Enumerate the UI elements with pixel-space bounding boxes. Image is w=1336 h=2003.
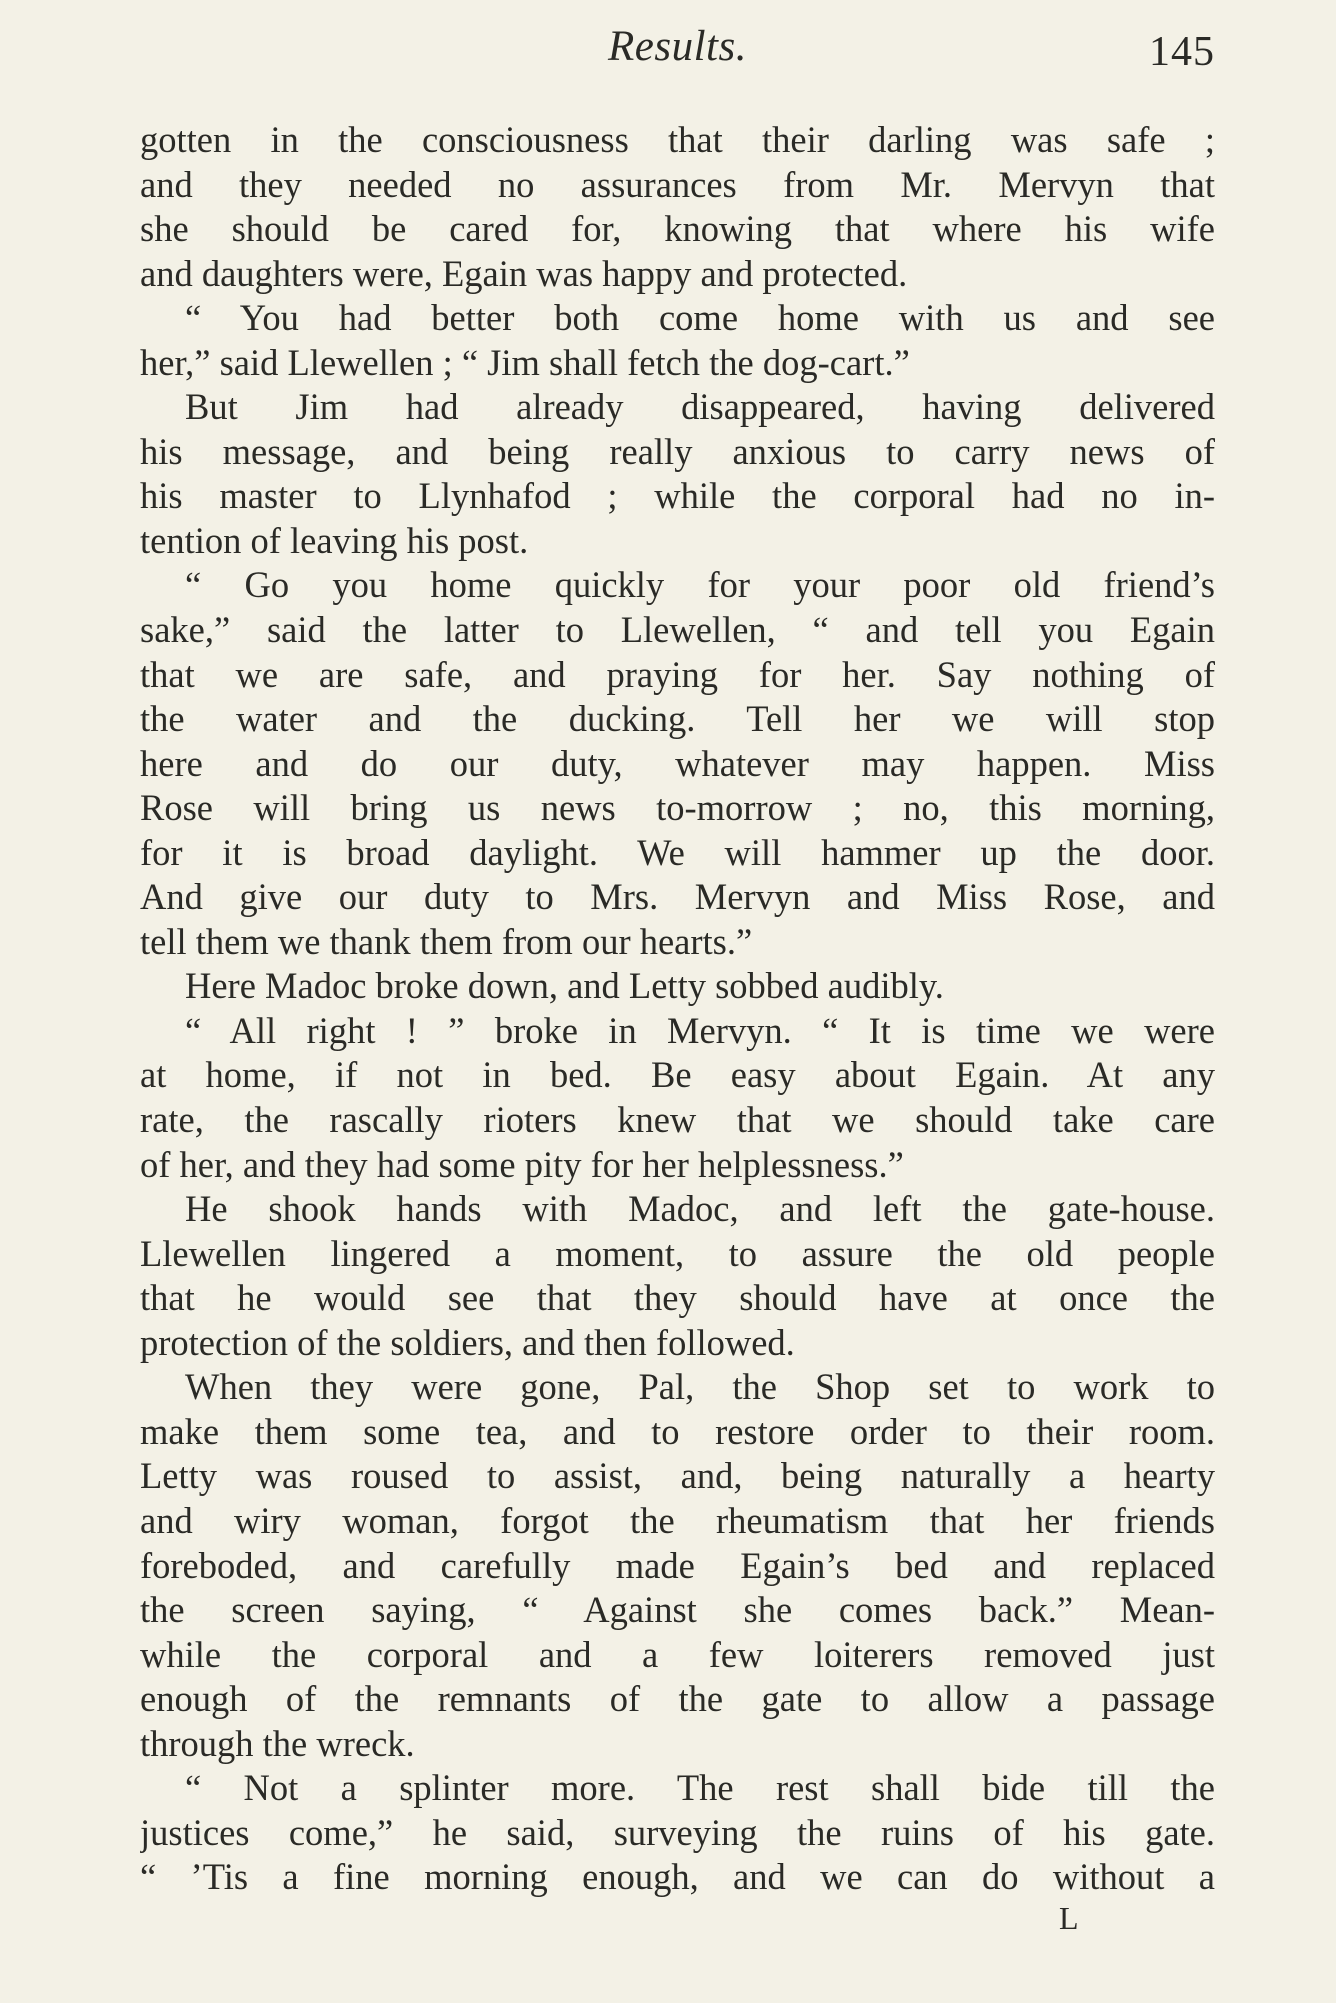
text-line: gotten in the consciousness that their darling was safe ;	[140, 119, 1215, 160]
chapter-title: Results.	[608, 23, 747, 70]
text-line: Letty was roused to assist, and, being naturally a hearty	[140, 1455, 1215, 1497]
text-line: the screen saying, “ Against she comes back.” Mean-	[140, 1589, 1215, 1631]
text-line: tell them we thank them from our hearts.”	[140, 920, 753, 962]
text-line: “ ’Tis a fine morning enough, and we can do without a	[140, 1856, 1215, 1898]
text-line: her,” said Llewellen ; “ Jim shall fetch the dog-cart.”	[140, 341, 910, 383]
text-line: protection of the soldiers, and then followed.	[140, 1321, 795, 1363]
text-line: Here Madoc broke down, and Letty sobbed audibly.	[185, 965, 944, 1007]
text-line: “ All right ! ” broke in Mervyn. “ It is time we were	[185, 1009, 1215, 1051]
text-line: foreboded, and carefully made Egain’s bed and replaced	[140, 1544, 1215, 1586]
text-line: and they needed no assurances from Mr. Mervyn that	[140, 163, 1215, 205]
text-line: his master to Llynhafod ; while the corporal had no in-	[140, 475, 1215, 517]
text-line: Llewellen lingered a moment, to assure the old people	[140, 1232, 1215, 1274]
text-line: his message, and being really anxious to carry news of	[140, 430, 1215, 472]
body-text	[140, 118, 1215, 1900]
text-line: “ Go you home quickly for your poor old friend’s	[185, 564, 1215, 606]
text-line: the water and the ducking. Tell her we will stop	[140, 698, 1215, 740]
text-line: justices come,” he said, surveying the ruins of his gate.	[140, 1811, 1215, 1853]
text-line: When they were gone, Pal, the Shop set to work to	[185, 1366, 1215, 1408]
text-line: make them some tea, and to restore order to their room.	[140, 1410, 1215, 1452]
text-line: and wiry woman, forgot the rheumatism that her friends	[140, 1499, 1215, 1541]
text-line: of her, and they had some pity for her helplessness.”	[140, 1143, 904, 1185]
text-line: she should be cared for, knowing that where his wife	[140, 208, 1215, 250]
running-head	[140, 22, 1215, 82]
signature-mark: L	[1059, 1900, 1080, 1936]
text-line: while the corporal and a few loiterers removed just	[140, 1633, 1215, 1675]
text-line: at home, if not in bed. Be easy about Egain. At any	[140, 1054, 1215, 1096]
text-line: that he would see that they should have at once the	[140, 1277, 1215, 1319]
text-line: that we are safe, and praying for her. Say nothing of	[140, 653, 1215, 695]
text-line: But Jim had already disappeared, having delivered	[185, 386, 1215, 428]
text-line: here and do our duty, whatever may happen. Miss	[140, 742, 1215, 784]
text-line: enough of the remnants of the gate to allow a passage	[140, 1678, 1215, 1720]
text-line: And give our duty to Mrs. Mervyn and Miss Rose, and	[140, 876, 1215, 918]
text-line: and daughters were, Egain was happy and protected.	[140, 252, 908, 294]
text-line: Rose will bring us news to-morrow ; no, this morning,	[140, 787, 1215, 829]
text-line: rate, the rascally rioters knew that we should take care	[140, 1099, 1215, 1141]
text-line: “ You had better both come home with us and see	[185, 297, 1215, 339]
text-line: through the wreck.	[140, 1722, 415, 1764]
text-line: for it is broad daylight. We will hammer up the door.	[140, 831, 1215, 873]
text-line: tention of leaving his post.	[140, 519, 529, 561]
text-line: “ Not a splinter more. The rest shall bide till the	[185, 1767, 1215, 1809]
text-line: sake,” said the latter to Llewellen, “ and tell you Egain	[140, 609, 1215, 651]
page-number: 145	[1149, 29, 1215, 75]
text-line: He shook hands with Madoc, and left the gate-house.	[185, 1188, 1215, 1230]
